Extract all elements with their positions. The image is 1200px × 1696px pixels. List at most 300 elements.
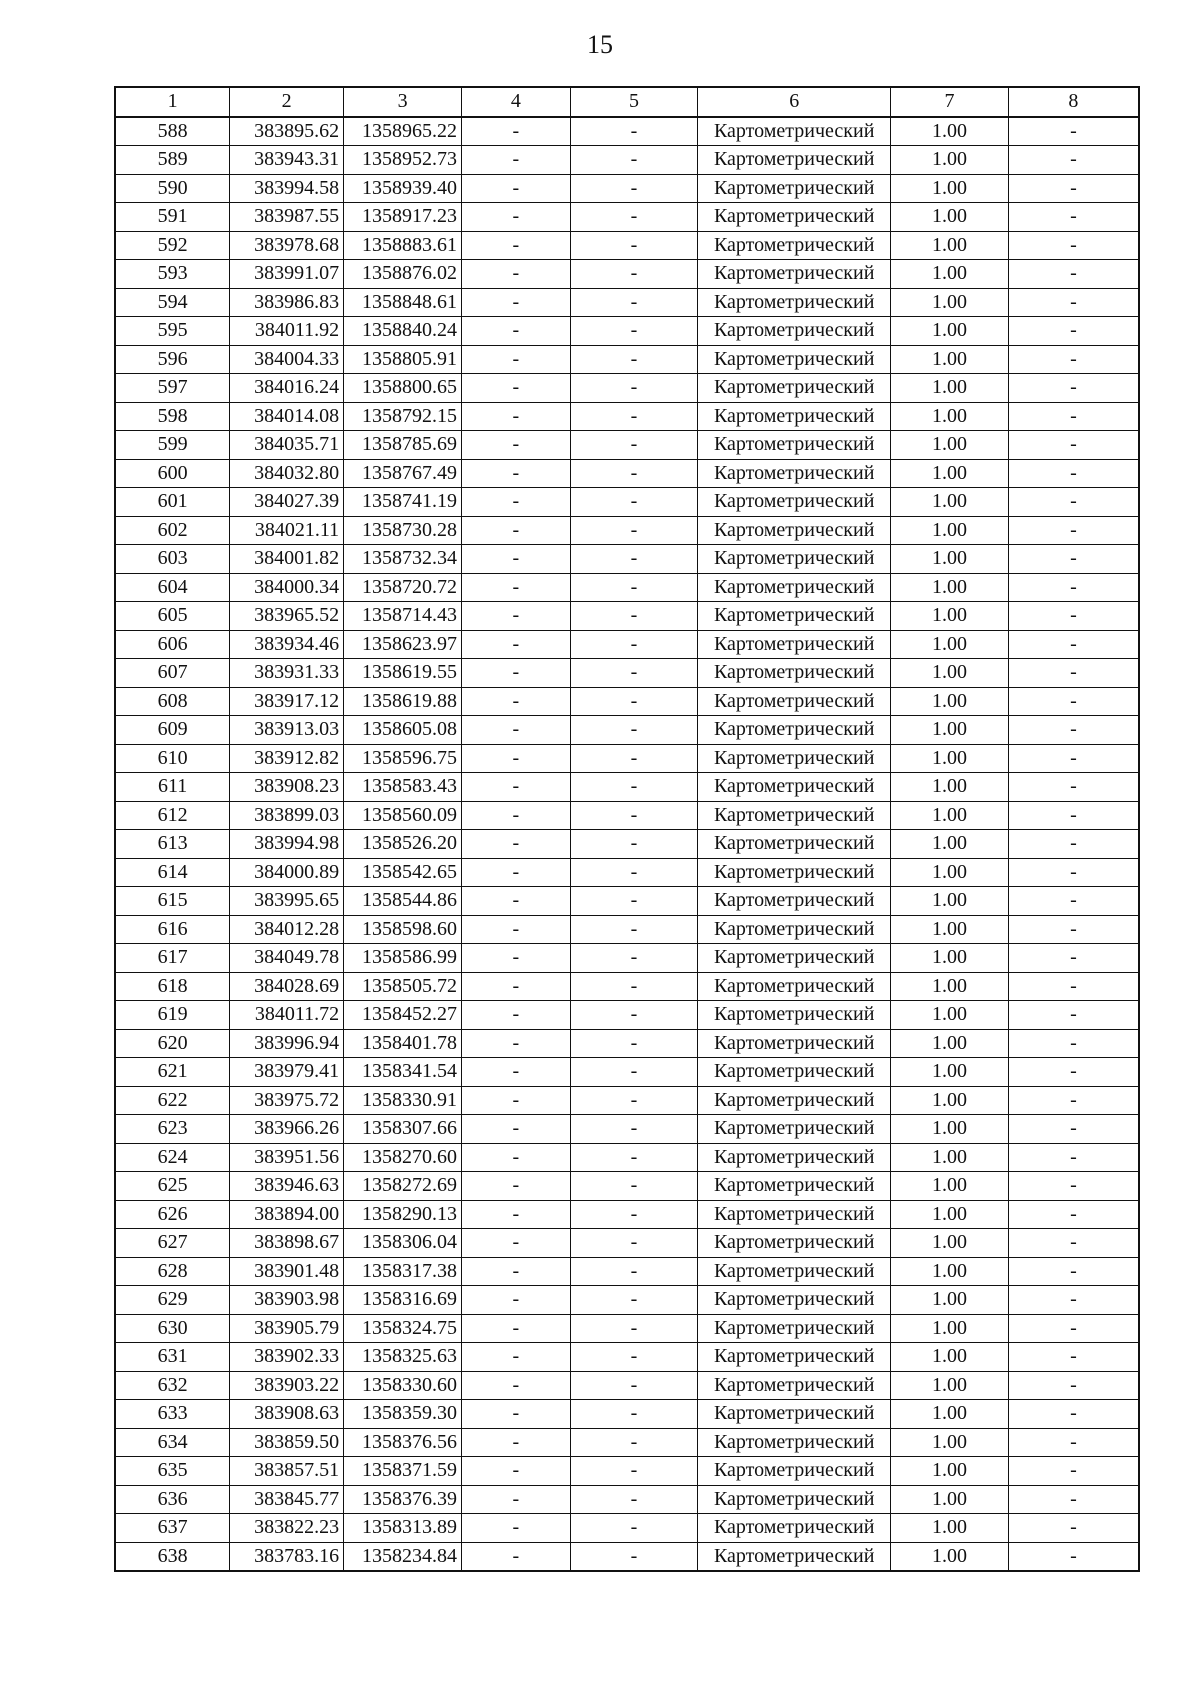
accuracy-cell: 1.00	[891, 1485, 1009, 1514]
column-8-cell: -	[1008, 915, 1139, 944]
coordinates-table	[114, 86, 1140, 1572]
column-8-cell: -	[1008, 1029, 1139, 1058]
point-number-cell: 635	[115, 1457, 230, 1486]
column-4-cell: -	[462, 944, 571, 973]
point-number-cell: 631	[115, 1343, 230, 1372]
y-coordinate-cell: 1358619.55	[344, 659, 462, 688]
column-8-cell: -	[1008, 630, 1139, 659]
accuracy-cell: 1.00	[891, 858, 1009, 887]
point-number-cell: 624	[115, 1143, 230, 1172]
method-cell: Картометрический	[698, 545, 891, 574]
column-4-cell: -	[462, 488, 571, 517]
table-row	[115, 1115, 1139, 1144]
y-coordinate-cell: 1358840.24	[344, 317, 462, 346]
column-4-cell: -	[462, 231, 571, 260]
table-row	[115, 1286, 1139, 1315]
point-number-cell: 592	[115, 231, 230, 260]
point-number-cell: 596	[115, 345, 230, 374]
y-coordinate-cell: 1358586.99	[344, 944, 462, 973]
x-coordinate-cell: 383902.33	[230, 1343, 344, 1372]
column-5-cell: -	[570, 402, 698, 431]
method-cell: Картометрический	[698, 687, 891, 716]
point-number-cell: 621	[115, 1058, 230, 1087]
column-4-cell: -	[462, 1200, 571, 1229]
table-row	[115, 1542, 1139, 1571]
accuracy-cell: 1.00	[891, 1286, 1009, 1315]
column-5-cell: -	[570, 830, 698, 859]
page-number: 15	[587, 30, 613, 59]
y-coordinate-cell: 1358623.97	[344, 630, 462, 659]
column-8-cell: -	[1008, 117, 1139, 146]
accuracy-cell: 1.00	[891, 1542, 1009, 1571]
column-4-cell: -	[462, 545, 571, 574]
column-8-cell: -	[1008, 1371, 1139, 1400]
column-4-cell: -	[462, 1086, 571, 1115]
x-coordinate-cell: 383898.67	[230, 1229, 344, 1258]
column-header: 6	[698, 87, 891, 117]
method-cell: Картометрический	[698, 630, 891, 659]
column-4-cell: -	[462, 1457, 571, 1486]
y-coordinate-cell: 1358325.63	[344, 1343, 462, 1372]
table-row	[115, 1200, 1139, 1229]
table-row	[115, 602, 1139, 631]
x-coordinate-cell: 383994.58	[230, 174, 344, 203]
x-coordinate-cell: 384001.82	[230, 545, 344, 574]
column-4-cell: -	[462, 830, 571, 859]
column-5-cell: -	[570, 1029, 698, 1058]
column-5-cell: -	[570, 630, 698, 659]
column-5-cell: -	[570, 1457, 698, 1486]
method-cell: Картометрический	[698, 1371, 891, 1400]
column-4-cell: -	[462, 1428, 571, 1457]
point-number-cell: 601	[115, 488, 230, 517]
table-row	[115, 545, 1139, 574]
table-row	[115, 174, 1139, 203]
column-4-cell: -	[462, 630, 571, 659]
column-8-cell: -	[1008, 887, 1139, 916]
accuracy-cell: 1.00	[891, 1115, 1009, 1144]
x-coordinate-cell: 383859.50	[230, 1428, 344, 1457]
column-header: 4	[462, 87, 571, 117]
accuracy-cell: 1.00	[891, 887, 1009, 916]
point-number-cell: 637	[115, 1514, 230, 1543]
y-coordinate-cell: 1358785.69	[344, 431, 462, 460]
column-4-cell: -	[462, 915, 571, 944]
y-coordinate-cell: 1358917.23	[344, 203, 462, 232]
column-5-cell: -	[570, 1514, 698, 1543]
accuracy-cell: 1.00	[891, 174, 1009, 203]
accuracy-cell: 1.00	[891, 630, 1009, 659]
x-coordinate-cell: 383903.98	[230, 1286, 344, 1315]
method-cell: Картометрический	[698, 1343, 891, 1372]
column-4-cell: -	[462, 887, 571, 916]
x-coordinate-cell: 383822.23	[230, 1514, 344, 1543]
table-row	[115, 1485, 1139, 1514]
y-coordinate-cell: 1358307.66	[344, 1115, 462, 1144]
point-number-cell: 623	[115, 1115, 230, 1144]
accuracy-cell: 1.00	[891, 972, 1009, 1001]
accuracy-cell: 1.00	[891, 716, 1009, 745]
column-8-cell: -	[1008, 288, 1139, 317]
x-coordinate-cell: 383913.03	[230, 716, 344, 745]
method-cell: Картометрический	[698, 1086, 891, 1115]
method-cell: Картометрический	[698, 1143, 891, 1172]
point-number-cell: 636	[115, 1485, 230, 1514]
table-row	[115, 573, 1139, 602]
column-8-cell: -	[1008, 431, 1139, 460]
x-coordinate-cell: 384021.11	[230, 516, 344, 545]
accuracy-cell: 1.00	[891, 516, 1009, 545]
point-number-cell: 598	[115, 402, 230, 431]
point-number-cell: 630	[115, 1314, 230, 1343]
accuracy-cell: 1.00	[891, 773, 1009, 802]
column-4-cell: -	[462, 573, 571, 602]
x-coordinate-cell: 383931.33	[230, 659, 344, 688]
column-5-cell: -	[570, 516, 698, 545]
accuracy-cell: 1.00	[891, 687, 1009, 716]
method-cell: Картометрический	[698, 402, 891, 431]
method-cell: Картометрический	[698, 516, 891, 545]
column-5-cell: -	[570, 1400, 698, 1429]
column-4-cell: -	[462, 203, 571, 232]
point-number-cell: 622	[115, 1086, 230, 1115]
column-5-cell: -	[570, 1172, 698, 1201]
column-header: 3	[344, 87, 462, 117]
accuracy-cell: 1.00	[891, 117, 1009, 146]
y-coordinate-cell: 1358272.69	[344, 1172, 462, 1201]
x-coordinate-cell: 383946.63	[230, 1172, 344, 1201]
y-coordinate-cell: 1358939.40	[344, 174, 462, 203]
point-number-cell: 610	[115, 744, 230, 773]
method-cell: Картометрический	[698, 317, 891, 346]
accuracy-cell: 1.00	[891, 1029, 1009, 1058]
accuracy-cell: 1.00	[891, 431, 1009, 460]
column-4-cell: -	[462, 1314, 571, 1343]
column-5-cell: -	[570, 117, 698, 146]
method-cell: Картометрический	[698, 1542, 891, 1571]
column-4-cell: -	[462, 1343, 571, 1372]
column-8-cell: -	[1008, 1314, 1139, 1343]
method-cell: Картометрический	[698, 1029, 891, 1058]
column-4-cell: -	[462, 1172, 571, 1201]
method-cell: Картометрический	[698, 1172, 891, 1201]
column-5-cell: -	[570, 744, 698, 773]
point-number-cell: 626	[115, 1200, 230, 1229]
accuracy-cell: 1.00	[891, 915, 1009, 944]
column-8-cell: -	[1008, 687, 1139, 716]
column-5-cell: -	[570, 1229, 698, 1258]
x-coordinate-cell: 383975.72	[230, 1086, 344, 1115]
point-number-cell: 615	[115, 887, 230, 916]
accuracy-cell: 1.00	[891, 1001, 1009, 1030]
table-row	[115, 830, 1139, 859]
y-coordinate-cell: 1358452.27	[344, 1001, 462, 1030]
column-5-cell: -	[570, 716, 698, 745]
y-coordinate-cell: 1358316.69	[344, 1286, 462, 1315]
y-coordinate-cell: 1358324.75	[344, 1314, 462, 1343]
column-5-cell: -	[570, 374, 698, 403]
y-coordinate-cell: 1358270.60	[344, 1143, 462, 1172]
table-row	[115, 1029, 1139, 1058]
table-row	[115, 488, 1139, 517]
y-coordinate-cell: 1358730.28	[344, 516, 462, 545]
table-row	[115, 1428, 1139, 1457]
x-coordinate-cell: 384014.08	[230, 402, 344, 431]
point-number-cell: 612	[115, 801, 230, 830]
column-8-cell: -	[1008, 1200, 1139, 1229]
y-coordinate-cell: 1358876.02	[344, 260, 462, 289]
y-coordinate-cell: 1358376.56	[344, 1428, 462, 1457]
table-row	[115, 687, 1139, 716]
column-4-cell: -	[462, 602, 571, 631]
column-8-cell: -	[1008, 374, 1139, 403]
accuracy-cell: 1.00	[891, 1514, 1009, 1543]
method-cell: Картометрический	[698, 716, 891, 745]
accuracy-cell: 1.00	[891, 146, 1009, 175]
point-number-cell: 588	[115, 117, 230, 146]
accuracy-cell: 1.00	[891, 1200, 1009, 1229]
x-coordinate-cell: 383966.26	[230, 1115, 344, 1144]
y-coordinate-cell: 1358767.49	[344, 459, 462, 488]
point-number-cell: 604	[115, 573, 230, 602]
method-cell: Картометрический	[698, 659, 891, 688]
column-header: 5	[570, 87, 698, 117]
column-5-cell: -	[570, 858, 698, 887]
table-row	[115, 1257, 1139, 1286]
point-number-cell: 620	[115, 1029, 230, 1058]
column-5-cell: -	[570, 231, 698, 260]
column-5-cell: -	[570, 1086, 698, 1115]
y-coordinate-cell: 1358714.43	[344, 602, 462, 631]
accuracy-cell: 1.00	[891, 402, 1009, 431]
method-cell: Картометрический	[698, 345, 891, 374]
accuracy-cell: 1.00	[891, 744, 1009, 773]
table-row	[115, 716, 1139, 745]
table-header-row	[115, 87, 1139, 117]
point-number-cell: 589	[115, 146, 230, 175]
column-header: 1	[115, 87, 230, 117]
accuracy-cell: 1.00	[891, 1343, 1009, 1372]
column-5-cell: -	[570, 687, 698, 716]
column-4-cell: -	[462, 972, 571, 1001]
x-coordinate-cell: 384032.80	[230, 459, 344, 488]
x-coordinate-cell: 383979.41	[230, 1058, 344, 1087]
point-number-cell: 614	[115, 858, 230, 887]
column-5-cell: -	[570, 1257, 698, 1286]
column-8-cell: -	[1008, 1400, 1139, 1429]
column-8-cell: -	[1008, 773, 1139, 802]
column-8-cell: -	[1008, 203, 1139, 232]
column-5-cell: -	[570, 1001, 698, 1030]
column-8-cell: -	[1008, 716, 1139, 745]
method-cell: Картометрический	[698, 915, 891, 944]
table-row	[115, 231, 1139, 260]
accuracy-cell: 1.00	[891, 545, 1009, 574]
y-coordinate-cell: 1358741.19	[344, 488, 462, 517]
method-cell: Картометрический	[698, 573, 891, 602]
point-number-cell: 609	[115, 716, 230, 745]
accuracy-cell: 1.00	[891, 944, 1009, 973]
point-number-cell: 613	[115, 830, 230, 859]
column-5-cell: -	[570, 915, 698, 944]
column-8-cell: -	[1008, 1428, 1139, 1457]
column-4-cell: -	[462, 174, 571, 203]
column-4-cell: -	[462, 773, 571, 802]
y-coordinate-cell: 1358330.60	[344, 1371, 462, 1400]
y-coordinate-cell: 1358596.75	[344, 744, 462, 773]
column-8-cell: -	[1008, 1058, 1139, 1087]
table-row	[115, 516, 1139, 545]
x-coordinate-cell: 384028.69	[230, 972, 344, 1001]
column-5-cell: -	[570, 944, 698, 973]
y-coordinate-cell: 1358371.59	[344, 1457, 462, 1486]
accuracy-cell: 1.00	[891, 1314, 1009, 1343]
y-coordinate-cell: 1358805.91	[344, 345, 462, 374]
accuracy-cell: 1.00	[891, 374, 1009, 403]
column-5-cell: -	[570, 972, 698, 1001]
column-4-cell: -	[462, 374, 571, 403]
method-cell: Картометрический	[698, 1229, 891, 1258]
table-row	[115, 659, 1139, 688]
column-8-cell: -	[1008, 488, 1139, 517]
x-coordinate-cell: 384027.39	[230, 488, 344, 517]
x-coordinate-cell: 383908.63	[230, 1400, 344, 1429]
method-cell: Картометрический	[698, 887, 891, 916]
x-coordinate-cell: 383895.62	[230, 117, 344, 146]
column-5-cell: -	[570, 174, 698, 203]
table-row	[115, 887, 1139, 916]
y-coordinate-cell: 1358598.60	[344, 915, 462, 944]
table-row	[115, 374, 1139, 403]
column-4-cell: -	[462, 288, 571, 317]
x-coordinate-cell: 383978.68	[230, 231, 344, 260]
method-cell: Картометрический	[698, 1058, 891, 1087]
point-number-cell: 611	[115, 773, 230, 802]
table-row	[115, 1058, 1139, 1087]
column-8-cell: -	[1008, 1143, 1139, 1172]
x-coordinate-cell: 384049.78	[230, 944, 344, 973]
method-cell: Картометрический	[698, 1314, 891, 1343]
point-number-cell: 594	[115, 288, 230, 317]
column-4-cell: -	[462, 1229, 571, 1258]
point-number-cell: 619	[115, 1001, 230, 1030]
column-5-cell: -	[570, 459, 698, 488]
method-cell: Картометрический	[698, 288, 891, 317]
x-coordinate-cell: 383912.82	[230, 744, 344, 773]
column-8-cell: -	[1008, 602, 1139, 631]
method-cell: Картометрический	[698, 944, 891, 973]
method-cell: Картометрический	[698, 744, 891, 773]
y-coordinate-cell: 1358583.43	[344, 773, 462, 802]
method-cell: Картометрический	[698, 1200, 891, 1229]
table-row	[115, 1457, 1139, 1486]
column-8-cell: -	[1008, 345, 1139, 374]
column-5-cell: -	[570, 146, 698, 175]
table-row	[115, 858, 1139, 887]
column-4-cell: -	[462, 659, 571, 688]
point-number-cell: 593	[115, 260, 230, 289]
column-8-cell: -	[1008, 1172, 1139, 1201]
y-coordinate-cell: 1358376.39	[344, 1485, 462, 1514]
point-number-cell: 629	[115, 1286, 230, 1315]
point-number-cell: 591	[115, 203, 230, 232]
accuracy-cell: 1.00	[891, 1172, 1009, 1201]
accuracy-cell: 1.00	[891, 830, 1009, 859]
column-8-cell: -	[1008, 972, 1139, 1001]
column-8-cell: -	[1008, 830, 1139, 859]
y-coordinate-cell: 1358313.89	[344, 1514, 462, 1543]
point-number-cell: 590	[115, 174, 230, 203]
accuracy-cell: 1.00	[891, 1457, 1009, 1486]
table-row	[115, 801, 1139, 830]
column-5-cell: -	[570, 345, 698, 374]
table-row	[115, 1229, 1139, 1258]
x-coordinate-cell: 383894.00	[230, 1200, 344, 1229]
column-5-cell: -	[570, 1286, 698, 1315]
column-4-cell: -	[462, 1257, 571, 1286]
method-cell: Картометрический	[698, 488, 891, 517]
y-coordinate-cell: 1358542.65	[344, 858, 462, 887]
column-8-cell: -	[1008, 402, 1139, 431]
method-cell: Картометрический	[698, 146, 891, 175]
x-coordinate-cell: 383903.22	[230, 1371, 344, 1400]
y-coordinate-cell: 1358341.54	[344, 1058, 462, 1087]
column-8-cell: -	[1008, 1115, 1139, 1144]
column-8-cell: -	[1008, 858, 1139, 887]
point-number-cell: 628	[115, 1257, 230, 1286]
point-number-cell: 625	[115, 1172, 230, 1201]
column-5-cell: -	[570, 1115, 698, 1144]
column-8-cell: -	[1008, 944, 1139, 973]
column-8-cell: -	[1008, 459, 1139, 488]
accuracy-cell: 1.00	[891, 1229, 1009, 1258]
accuracy-cell: 1.00	[891, 573, 1009, 602]
accuracy-cell: 1.00	[891, 203, 1009, 232]
y-coordinate-cell: 1358290.13	[344, 1200, 462, 1229]
accuracy-cell: 1.00	[891, 659, 1009, 688]
column-5-cell: -	[570, 203, 698, 232]
x-coordinate-cell: 383951.56	[230, 1143, 344, 1172]
table-row	[115, 459, 1139, 488]
column-4-cell: -	[462, 1286, 571, 1315]
column-8-cell: -	[1008, 744, 1139, 773]
method-cell: Картометрический	[698, 203, 891, 232]
column-5-cell: -	[570, 1371, 698, 1400]
x-coordinate-cell: 383845.77	[230, 1485, 344, 1514]
column-5-cell: -	[570, 887, 698, 916]
column-4-cell: -	[462, 146, 571, 175]
accuracy-cell: 1.00	[891, 288, 1009, 317]
column-header: 7	[891, 87, 1009, 117]
method-cell: Картометрический	[698, 1286, 891, 1315]
y-coordinate-cell: 1358848.61	[344, 288, 462, 317]
method-cell: Картометрический	[698, 1485, 891, 1514]
column-4-cell: -	[462, 1143, 571, 1172]
table-body	[115, 117, 1139, 1572]
point-number-cell: 632	[115, 1371, 230, 1400]
column-5-cell: -	[570, 1343, 698, 1372]
point-number-cell: 605	[115, 602, 230, 631]
y-coordinate-cell: 1358560.09	[344, 801, 462, 830]
column-4-cell: -	[462, 687, 571, 716]
column-8-cell: -	[1008, 1343, 1139, 1372]
column-5-cell: -	[570, 602, 698, 631]
x-coordinate-cell: 383908.23	[230, 773, 344, 802]
accuracy-cell: 1.00	[891, 1086, 1009, 1115]
y-coordinate-cell: 1358359.30	[344, 1400, 462, 1429]
y-coordinate-cell: 1358505.72	[344, 972, 462, 1001]
column-8-cell: -	[1008, 1286, 1139, 1315]
